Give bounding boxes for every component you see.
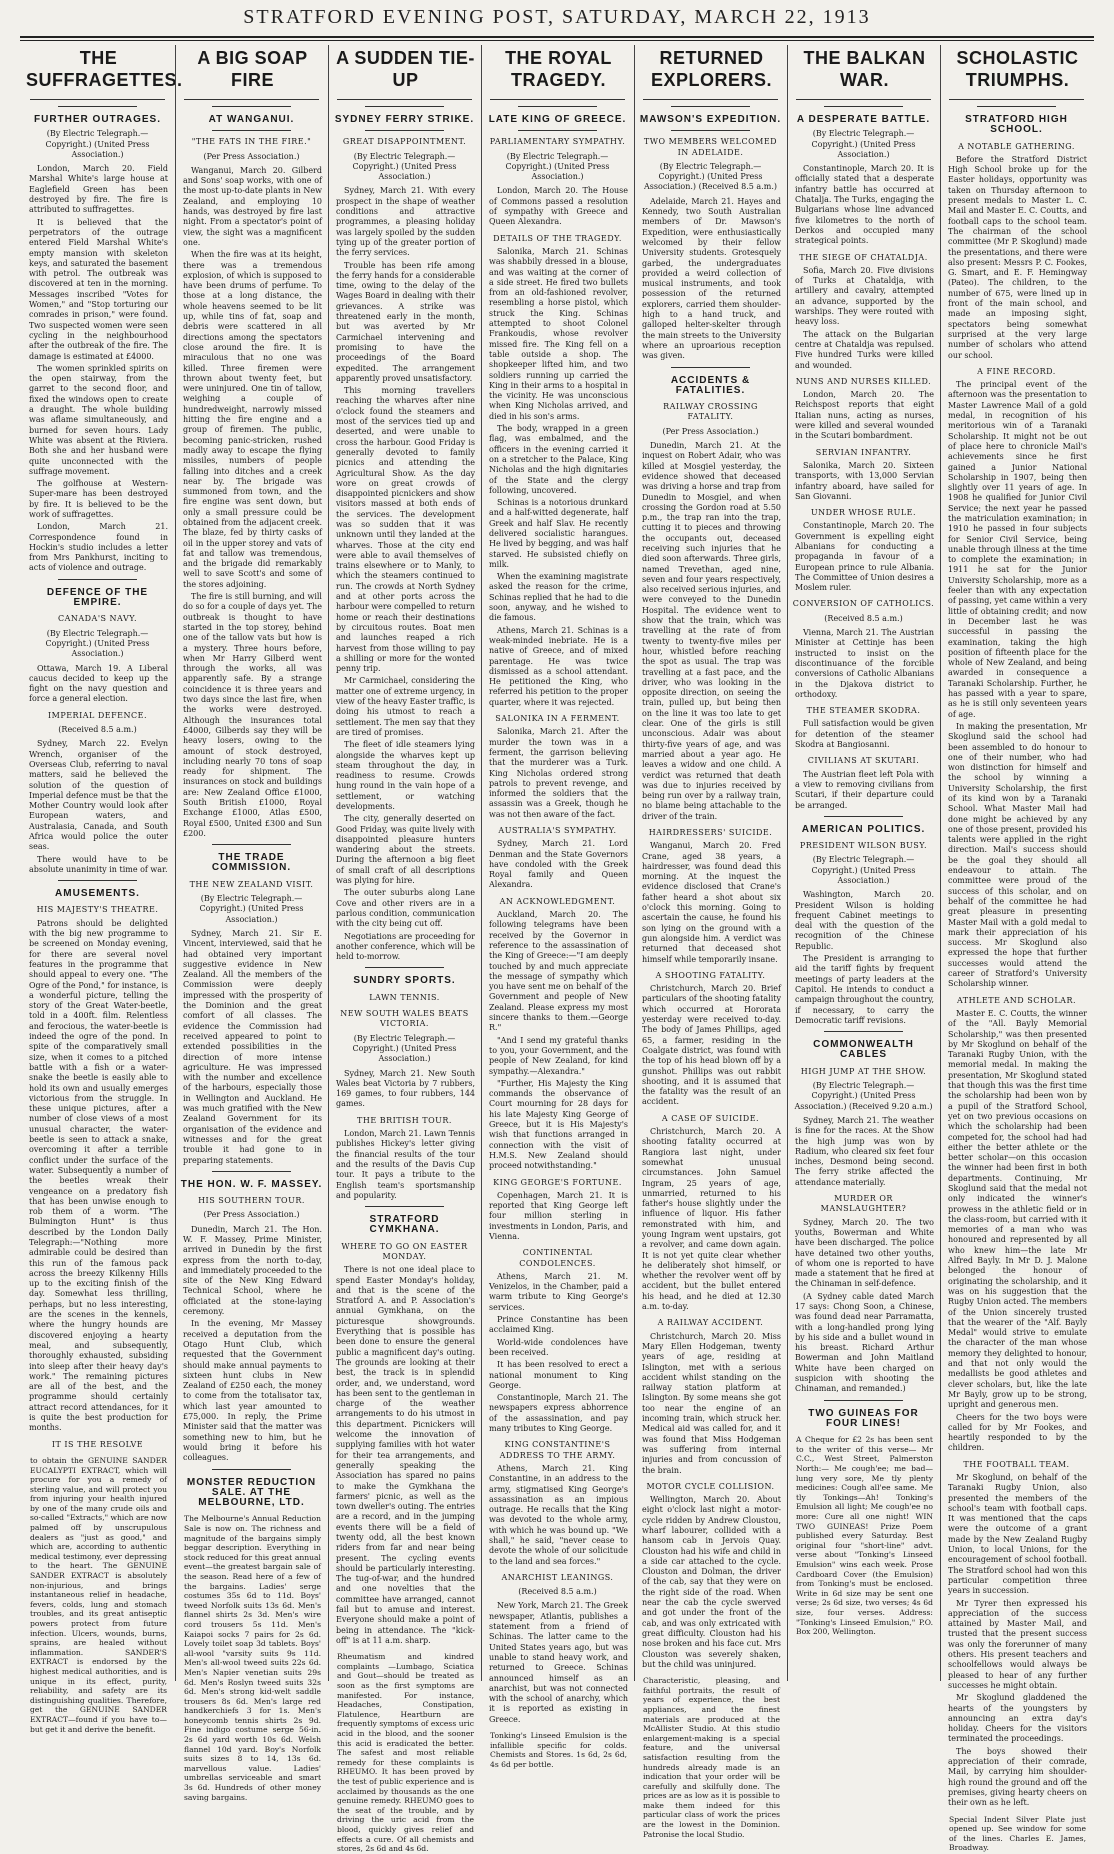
subheading: THE NEW ZEALAND VISIT.: [189, 879, 314, 889]
article-paragraph: Sydney, March 21. The weather is fine for the races. At the Show the high jump was won by Radium, who cleared six feet four inches, Desmond being second. The ferry strike affected the attendance materially.: [795, 1115, 934, 1187]
article-paragraph: In making the presentation, Mr Skoglund said the school had been assembled to do honour to one of their number, who had won distinction for himself and the school by winning a University Scholarship, the first of its kind won by a Taranaki School. What Master Mail had done might be achieved by any one of those present, provided his talents were applied in the right direction. Mail's success should be the goal they should all endeavour to attain. The committee were proud of the success of this scholar, and on behalf of the committee he had great pleasure in presenting Master Mail with a gold medal to mark their appreciation of his success. Mr Skoglund also expressed the hope that further successes would attend the career of Stratford's University Scholarship winner.: [948, 721, 1087, 989]
column-5: [634, 45, 786, 1839]
section-rule: [365, 106, 444, 107]
section-rule: [58, 106, 137, 107]
section-heading: AMERICAN POLITICS.: [801, 823, 926, 835]
subheading: NUNS AND NURSES KILLED.: [795, 376, 932, 386]
column-1: [22, 45, 183, 1734]
article-paragraph: Athens, March 21. Schinas is a weak-minded inebriate. He is a native of Greece, and of mixed parentage. He was twice dismissed as a school attendant. He petitioned the King, who referred his petition to the proper quarter, where it was rejected.: [489, 625, 628, 707]
article-paragraph: World-wide condolences have been received.: [489, 1337, 628, 1357]
headline-rule: [949, 99, 1084, 100]
subheading: A NOTABLE GATHERING.: [958, 141, 1075, 151]
section-rule: [58, 579, 137, 580]
subheading: "THE FATS IN THE FIRE.": [191, 137, 312, 147]
article-paragraph: Constantinople, March 21. The newspapers express abhorrence of the assassination, and pay many tributes to King George.: [489, 1393, 628, 1434]
section-rule: [365, 1206, 444, 1207]
section-rule: [212, 1171, 291, 1172]
subheading: HAIRDRESSERS' SUICIDE.: [648, 828, 773, 837]
subheading: MURDER OR MANSLAUGHTER?: [820, 1194, 907, 1214]
subheading: KING CONSTANTINE'S ADDRESS TO THE ARMY.: [499, 1440, 616, 1460]
section-rule: [212, 844, 291, 845]
subheading: RAILWAY CROSSING FATALITY.: [663, 402, 758, 422]
article-paragraph: Copenhagen, March 21. It is reported that King George left four million sterling in investments in London, Paris, and Vienna.: [489, 1190, 628, 1241]
headline-rule: [30, 99, 165, 100]
advertisement-text: Special Indent Silver Plate just opened up. See window for some of the lines. Charles E. James, Broadway.: [949, 1814, 1086, 1853]
credit-line: (Received 8.5 a.m.): [824, 613, 903, 623]
section-heading: FURTHER OUTRAGES.: [34, 114, 161, 125]
article-paragraph: There is not one ideal place to spend Easter Monday's holiday, and that is the scene of the Stratford A. and P. Association's annual Gymkhana, on the picturesque showgrounds. Everything that is possible has been done to ensure the general public a magnificent day's outing. The grounds are looking at their best, the track is in splendid order, and, we understand, word has been sent to the gentleman in charge of the weather arrangements to do his utmost in this department. Picnickers will welcome the innovation of supplying families with hot water for their tea arrangements, and generally speaking the Association has spared no pains to make the Gymkhana the farmers' picnic, as well as the town dweller's outing. The entries are a record, and in the jumping events there will be a field of twenty odd, all the best known riders from far and near being present. The cycling events should be particularly interesting. The tug-of-war, and the hundred and one novelties that the committee have arranged, cannot fail but to amuse and interest. Everyone should make a point of being in attendance. The "kick-off" is at 11 a.m. sharp.: [336, 1265, 475, 1645]
advertisement-text: Rheumatism and kindred complaints —Lumbago, Sciatica and Gout—should be treated as soon as the first symptoms are manifested. For instance, Headaches, Constipation, Flatulence, Heartburn are frequently symptoms of excess uric acid in the blood, and the sooner this acid is eradicated the better. The safest and most reliable remedy for these complaints is RHEUMO. It has been proved by the test of public experience and is acclaimed by thousands as the one genuine remedy. RHEUMO goes to the seat of the trouble, and by driving the uric acid from the blood, quickly gives relief and effects a cure. Of all chemists and stores, 2s 6d and 4s 6d.: [337, 1652, 474, 1854]
section-heading: ACCIDENTS & FATALITIES.: [670, 374, 751, 396]
section-heading: TWO GUINEAS FOR FOUR LINES!: [808, 1407, 919, 1429]
advertisement-text: Tonking's Linseed Emulsion is the infallible specific for colds. Chemists and Stores. 1s 6d, 2s 6d, 4s 6d per bottle.: [490, 1731, 627, 1769]
subheading: PRESIDENT WILSON BUSY.: [799, 841, 928, 851]
masthead-rule: [20, 36, 1094, 38]
section-rule: [365, 130, 444, 131]
section-heading: THE TRADE COMMISSION.: [211, 852, 292, 874]
article-paragraph: The attack on the Bulgarian centre at Chataldja was repulsed. Five hundred Turks were killed and wounded.: [795, 329, 934, 370]
subheading: ANARCHIST LEANINGS.: [501, 1572, 614, 1582]
article-paragraph: Mr Carmichael, considering the matter one of extreme urgency, in view of the heavy Easter traffic, is doing his utmost to reach a settlement. The men say that they are tired of promises.: [336, 676, 475, 737]
article-paragraph: Full satisfaction would be given for detention of the steamer Skodra at Bangiosanni.: [795, 719, 934, 750]
subheading: CONVERSION OF CATHOLICS.: [792, 599, 935, 609]
advertisement-text: The Melbourne's Annual Reduction Sale is now on. The richness and magnitude of the bargains simply beggar description. Everything in stock reduced for this great annual event—the greatest bargain sale of the season. Read here of a few of the bargains. Ladies' serge costumes 35s 6d to 11d. Boys' tweed Norfolk suits 13s 6d. Men's flannel shirts 2s 3d. Men's wire cord trousers 5s 11d. Men's Kaiapoi socks 7 pairs for 2s 6d. Lovely toilet soap 3d tablets. Boys' all-wool "varsity suits 9s 11d. Men's all-wool tweed suits 22s 6d. Men's Napier venetian suits 29s 6d. Men's Roslyn tweed suits 32s 6d. Men's strong kid-welt saddle trousers 8s 6d. Men's large red handkerchiefs 3 for 1s. Men's honeycomb tennis shirts 2s 9d. Fine indigo costume serge 56-in. 2s 6d yard worth 10s 6d. Welsh flannel 10d yard. Boy's Norfolk suits sizes 8 to 14, 13s 6d. marvellous value. Ladies' umbrellas serviceable and smart 3s 6d. Hundreds of other money saving bargains.: [184, 1514, 321, 1802]
subheading: HIS MAJESTY'S THEATRE.: [36, 905, 159, 915]
advertisement-text: A Cheque for £2 2s has been sent to the writer of this verse— Mr C.C., West Street, Palmerston North:— Me cough'ee; me bad—lung very sore, Me tly plenty medicines: Cough all'ee same. Me tly Tonkings—Ah! Tonking's Emulsion all light; Me cough'ee no more: Cure all one night! WIN TWO GUINEAS! Prize Poem published every Saturday. Best original four "short-line" advt. verse about "Tonking's Linseed Emulsion" wins each week. Prose Cardboard Cover (the Emulsion) from Tonking's must be enclosed. Write in 6d size may be sent one verse; 2s 6d size, two verses; 4s 6d size, four verses. Address: "Tonking's Linseed Emulsion," P.O. Box 200, Wellington.: [796, 1435, 933, 1637]
subheading: DETAILS OF THE TRAGEDY.: [493, 233, 622, 243]
article-paragraph: It has been resolved to erect a national monument to King George.: [489, 1360, 628, 1390]
column-6: [787, 45, 939, 1681]
section-heading: COMMONWEALTH CABLES: [813, 1039, 914, 1061]
column-headline: A SUDDEN TIE-UP: [336, 48, 475, 90]
article-paragraph: Sydney, March 21. With every prospect in the shape of weather conditions and attractive programmes, a pleasing holiday was largely spoiled by the sudden tying up of the greater portion of the ferry services.: [336, 186, 475, 258]
article-paragraph: Washington, March 20. President Wilson is holding frequent Cabinet meetings to deal with the question of the recognition of the Chinese Republic.: [795, 890, 934, 951]
credit-line: (By Electric Telegraph.—Copyright.) (United Press Association.): [505, 151, 610, 182]
article-paragraph: London, March 20. The House of Commons passed a resolution of sympathy with Greece and Queen Alexandra.: [489, 186, 628, 227]
article-paragraph: London, March 20. Field Marshal White's large house at Eaglefield Green has been destroyed by fire. The fire is attributed to suffragettes.: [29, 164, 168, 215]
article-paragraph: London, March 21. Lawn Tennis publishes Hickey's letter giving the financial results of the tour and the results of the Davis Cup tour. It pays a tribute to the English team's sportsmanship and popularity.: [336, 1129, 475, 1200]
column-7: [940, 45, 1092, 1853]
article-paragraph: Trouble has been rife among the ferry hands for a considerable time, owing to the delay of the Wages Board in dealing with their grievances. A strike was threatened early in the month, but was averted by Mr Carmichael intervening and promising to have the proceedings of the Board expedited. The arrangement apparently proved unsatisfactory.: [336, 260, 475, 383]
credit-line: (Per Press Association.): [203, 151, 300, 161]
subheading: HIGH JUMP AT THE SHOW.: [800, 1066, 927, 1076]
column-headline: THE SUFFRAGETTES.: [26, 48, 183, 90]
article-paragraph: Mr Skoglund gladdened the hearts of the youngsters by announcing an extra day's holiday. Cheers for the visitors terminated the proceedings.: [948, 1693, 1087, 1744]
subheading: ATHLETE AND SCHOLAR.: [956, 995, 1077, 1005]
article-paragraph: Sydney, March 21. Lord Denman and the State Governors have condoled with the Greek Royal family and Queen Alexandra.: [489, 839, 628, 890]
article-paragraph: Christchurch, March 20. Miss Mary Ellen Hodgeman, twenty years of age, residing at Islington, met with a serious accident whilst standing on the railway station platform at Islington. By some means she got too near the engine of an incoming train, which struck her. Medical aid was called for, and it was found that Miss Hodgeman was suffering from internal injuries and from concussion of the brain.: [642, 1331, 781, 1475]
article-paragraph: The body, wrapped in a green flag, was embalmed, and the officers in the evening carried it on a stretcher to the Palace, King Nicholas and the high dignitaries of the State and the clergy following, uncovered.: [489, 424, 628, 495]
subheading: SERVIAN INFANTRY.: [815, 447, 912, 457]
article-paragraph: The President is arranging to aid the tariff fights by frequent meetings of party leaders at the Capitol. He intends to conduct a campaign throughout the country, if necessary, to carry the Democratic tariff revisions.: [795, 954, 934, 1025]
credit-line: (By Electric Telegraph.—Copyright.) (United Press Association.) (Received 8.5 a.m.): [644, 161, 777, 192]
article-paragraph: Sydney, March 21. New South Wales beat Victoria by 7 rubbers, 169 games, to four rubbers, 144 games.: [336, 1068, 475, 1109]
section-rule: [824, 1400, 903, 1401]
section-rule: [824, 106, 903, 107]
column-2: [175, 45, 327, 1802]
article-paragraph: "And I send my grateful thanks to you, your Government, and the people of New Zealand, for kind sympathy.—Alexandra.": [489, 1035, 628, 1076]
article-paragraph: London, March 20. The Reichspost reports that eight Italian nuns, acting as nurses, were killed and several wounded in the Scutari bombardment.: [795, 390, 934, 441]
credit-line: (By Electric Telegraph.—Copyright.) (United Press Association.): [199, 894, 304, 924]
subheading: WHERE TO GO ON EASTER MONDAY.: [341, 1241, 468, 1261]
article-paragraph: The Austrian fleet left Pola with a view to removing civilians from Scutari, if their departure could be arranged.: [795, 769, 934, 810]
section-heading: SUNDRY SPORTS.: [353, 975, 456, 987]
article-paragraph: Athens, March 21. M. Venizelos, in the Chamber, paid a warm tribute to King George's services.: [489, 1271, 628, 1312]
article-paragraph: Salonika, March 21. After the murder the town was in a ferment, the garrison believing that the murderer was a Turk. King Nicholas ordered strong patrols to prevent revenge, and informed the soldiers that the assassin was a Greek, though he was not then aware of the fact.: [489, 727, 628, 819]
subheading: THE BRITISH TOUR.: [357, 1115, 452, 1125]
article-paragraph: Salonika, March 21. Schinas was shabbily dressed in a blouse, and was waiting at the corner of a side street. He fired two bullets from an old-fashioned revolver, resembling a horse pistol, which struck the King. Schinas attempted to shoot Colonel Frankoudis, whose revolver missed fire. The King fell on a table outside a shop. The shopkeeper lifted him, and two soldiers running up carried the King in their arms to a hospital in the vicinity. He was unconscious when King Nicholas arrived, and died in his son's arms.: [489, 246, 628, 421]
subheading: AN ACKNOWLEDGMENT.: [499, 896, 616, 906]
column-headline: RETURNED EXPLORERS.: [650, 48, 773, 90]
article-paragraph: Sofia, March 20. Five divisions of Turks at Chataldja, with artillery and cavalry, attempted an advance, supported by the warships. They were routed with heavy loss.: [795, 265, 934, 327]
column-headline: A BIG SOAP FIRE: [197, 48, 308, 90]
credit-line: (Received 8.5 a.m.): [518, 1587, 597, 1597]
article-paragraph: The fleet of idle steamers lying alongside the wharves kept up steam throughout the day, in readiness to resume. Crowds hung round in the vain hope of a settlement, or watching developments.: [336, 740, 475, 811]
subheading: CANADA'S NAVY.: [57, 614, 138, 624]
section-heading: MONSTER REDUCTION SALE. AT THE MELBOURNE, LTD.: [186, 1476, 317, 1509]
subheading: A RAILWAY ACCIDENT.: [657, 1318, 764, 1328]
article-paragraph: The boys showed their appreciation of their comrade, Mail, by carrying him shoulder-high round the ground and off the premises, giving hearty cheers on their own as he left.: [948, 1746, 1087, 1808]
column-4: [481, 45, 633, 1769]
section-heading: STRATFORD CYMKHANA.: [369, 1214, 440, 1236]
section-heading: AT WANGANUI.: [208, 114, 295, 125]
subheading: GREAT DISAPPOINTMENT.: [342, 137, 467, 147]
article-paragraph: Sydney, March 22. Evelyn Wrench, organiser of the Overseas Club, referring to naval matters, said he believed the solution of the question of Imperial defence must be that the Mother Country would look after European waters, and Australasia, Canada, and South Africa would police the outer seas.: [29, 739, 168, 852]
article-paragraph: Wanganui, March 20. Fred Crane, aged 38 years, a hairdresser, was found dead this morning. At the inquest the evidence disclosed that Crane's father heard a shot about six o'clock this morning. Going to ascertain the cause, he found his son lying on the ground with a gun alongside him. A verdict was returned that deceased shot himself while temporarily insane.: [642, 841, 781, 964]
credit-line: (By Electric Telegraph.—Copyright.) (United Press Association.): [45, 628, 150, 659]
subheading: THE SIEGE OF CHATALDJA.: [799, 252, 928, 262]
headline-rule: [796, 99, 931, 100]
article-paragraph: The city, generally deserted on Good Friday, was quite lively with disappointed pleasure hunters wandering about the streets. During the afternoon a big fleet of small craft of all descriptions was plying for hire.: [336, 814, 475, 886]
article-paragraph: When the examining magistrate asked the reason for the crime, Schinas replied that he had to die soon, anyway, and he wished to die famous.: [489, 572, 628, 623]
section-rule: [824, 816, 903, 817]
article-paragraph: Dunedin, March 21. At the inquest on Robert Adair, who was killed at Mosgiel yesterday, the evidence showed that deceased was driving a horse and trap from Dunedin to Mosgiel, and when crossing the Gordon road at 5.50 p.m., the trap ran into the trap, cutting it to pieces and throwing the occupants out, deceased receiving such injuries that he died soon afterwards. Three girls, named Trevethan, aged nine, seven and four years respectively, also received serious injuries, and were conveyed to the Dunedin Hospital. The evidence went to show that the train, which was travelling at the rate of from twenty to twenty-five miles per hour, whistled before reaching the spot as usual. The trap was travelling at a fast pace, and the driver, who was looking in the opposite direction, on seeing the train, pulled up, but being then on the line it was too late to get clear. One of the girls is still unconscious. Adair was about thirty-five years of age, and was married about a year ago. He leaves a widow and one child. A verdict was returned that death was due to injuries received by being run over by a railway train, no blame being attachable to the driver of the train.: [642, 441, 781, 821]
columns-container: [22, 45, 1094, 1854]
section-heading: THE HON. W. F. MASSEY.: [180, 1178, 323, 1190]
credit-line: (Received 8.5 a.m.): [58, 725, 137, 735]
article-paragraph: Constantinople, March 20. The Government is expelling eight Albanians for conducting a propaganda in favour of a European prince to rule Albania. The Committee of Union desires a Moslem ruler.: [795, 521, 934, 593]
section-heading: A DESPERATE BATTLE.: [796, 114, 931, 125]
article-paragraph: The principal event of the afternoon was the presentation to Master Lawrence Mail of a gold medal, in recognition of his meritorious win of a Taranaki Scholarship. It might not be out of place here to chronicle Mail's achievements since he first gained a Junior National Scholarship in 1907, being then slightly over 11 years of age. In 1908 he qualified for Junior Civil Service; the next year he passed the matriculation examination; in 1910 he passed in four subjects for Senior Civil Service, being unable through illness at the time to complete the examination; in 1911 he sat for the Junior University Scholarship, more as a feeler than with any expectation of passing, yet came within a very little of obtaining credit; and now in December last he was successful in passing the examination, taking the high position of fifteenth place for the whole of New Zealand, and being awarded in consequence a Taranaki Scholarship. Further, he has passed with a year to spare, as he is still only seventeen years of age.: [948, 380, 1087, 719]
article-paragraph: Prince Constantine has been acclaimed King.: [489, 1315, 628, 1335]
advertisement-text: Characteristic, pleasing, and faithful portraits, the result of years of experience, the best appliances, and the finest materials are produced at the McAllister Studio. At this studio enlargement-making is a special feature, and the universal satisfaction resulting from the hundreds already made is an indication that your order will be carefully and skilfully done. The prices are as low as it is possible to make them indeed for this particular class of work the prices are the lowest in the Dominion. Patronise the local Studio.: [643, 1676, 780, 1839]
subheading: HIS SOUTHERN TOUR.: [198, 1196, 305, 1206]
subheading: IT IS THE RESOLVE: [51, 1439, 144, 1449]
article-paragraph: Patrons should be delighted with the big new programme to be screened on Monday evening, for there are several novel features in the programme that should appeal to every one. "The Ogre of the Pond," for instance, is a wonderful picture, telling the story of the Great Water-beetle, told in a 400ft. film. Relentless and ferocious, the water-beetle is indeed the ogre of the pond. In spite of the comparatively small size, when it comes to a pitched battle with a fish or a water-snake the beetle is easily able to hold its own and usually emerges victorious from the struggle. In these unique pictures, after a number of close views of a most unusual character, the water-beetle is seen to attack a snake, overcoming it after a terrible conflict under the surface of the water. Subsequently a number of the beetles wreak their vengeance on a predatory fish that has been unwise enough to rob them of a worm. "The Bulmington Hunt" is thus described by the London Daily Telegraph:—"Nothing more admirable could be desired than this run of the famous pack across the breezy Kilkenny Hills up to the exciting finish of the day. Somewhat less thrilling, perhaps, but no less interesting, are the scenes in the kennels, where the hungry hounds are discovered enjoying a hearty meal, and subsequently, thoroughly exhausted, subsiding into sleep after their heavy day's work." The remaining pictures are all of the best, and the programme should certainly attract record attendances, for it is quite the best production for months.: [29, 918, 168, 1433]
subheading: IMPERIAL DEFENCE.: [47, 710, 148, 720]
masthead: STRATFORD EVENING POST, SATURDAY, MARCH 22, 1913: [243, 6, 871, 28]
article-paragraph: The fire is still burning, and will do so for a couple of days yet. The outbreak is thought to have started in the top storey, behind one of the tallow vats but how is a mystery. Three hours before, when Mr Harry Gilberd went through the works, all was apparently safe. By a strange coincidence it is three years and two days since the last fire, when the works were destroyed. Although the insurances total £4000, Gilberds say they will be heavy losers, owing to the amount of stock destroyed, including nearly 70 tons of soap ready for shipment. The insurances on stock and buildings are: New Zealand Office £1000, South British £1000, Royal Exchange £1000, Atlas £500, Royal £500, United £300 and Sun £200.: [183, 592, 322, 838]
credit-line: (By Electric Telegraph.—Copyright.) (United Press Association.): [45, 129, 150, 159]
article-paragraph: This morning travellers reaching the wharves after nine o'clock found the steamers and most of the services tied up and deserted, and were unable to cross the harbour. Good Friday is generally devoted to family picnics and attending the Agricultural Show. As the day wore on great crowds of disappointed picnickers and show visitors massed at both ends of the services. The development was so sudden that it was unknown until they landed at the wharves. Those at the city end were able to avail themselves of trains elsewhere or to Manly, to which the steamers continued to run. The crowds at North Sydney and at other ports across the harbour were compelled to return home or reach their destinations by circuitous routes. Boat men and launches reaped a rich harvest from those willing to pay a shilling or more for the wonted penny trip.: [336, 386, 475, 674]
article-paragraph: Auckland, March 20. The following telegrams have been received by the Governor in reference to the assassination of the King of Greece:—"I am deeply touched by and much appreciate the message of sympathy which you have sent me on behalf of the Government and people of New Zealand. Please express my most sincere thanks to them.—George R.": [489, 910, 628, 1033]
headline-rule: [490, 99, 625, 100]
credit-line: (By Electric Telegraph.—Copyright.) (United Press Association.): [352, 151, 457, 182]
article-paragraph: Athens, March 21. King Constantine, in an address to the army, stigmatised King George's assassination as an impious outrage. He recalls that the King was devoted to the whole army, with which he was bound up. "We shall," he said, "never cease to devote the whole of our solicitude to the land and sea forces.": [489, 1463, 628, 1566]
section-rule: [212, 130, 291, 131]
article-paragraph: London, March 21. Correspondence found in Hockin's studio includes a letter from Mrs Pankhurst, inciting to acts of violence and outrage.: [29, 522, 168, 573]
subheading: THE STEAMER SKODRA.: [806, 706, 921, 716]
article-paragraph: Mr Skoglund, on behalf of the Taranaki Rugby Union, also presented the members of the school's team with football caps. It was mentioned that the caps were the outcome of a grant made by the New Zealand Rugby Union, to local Unions, for the encouragement of school football. The Stratford school had won this particular competition three years in succession.: [948, 1473, 1087, 1596]
article-paragraph: There would have to be absolute unanimity in time of war.: [29, 854, 168, 874]
article-paragraph: Adelaide, March 21. Hayes and Kennedy, two South Australian members of Dr. Mawson's Expedition, were enthusiastically welcomed by their fellow University students. Grotesquely garbed, the undergraduates provided a weird collection of musical instruments, and took possession of the returned explorers, carried them shoulder-high to a hand truck, and galloped helter-skelter through the main streets to the University where an uproarious reception was given.: [642, 196, 781, 361]
article-paragraph: Master E. C. Coutts, the winner of the "All. Bayly Memorial Scholarship," was then presented by Mr Skoglund on behalf of the Taranaki Rugby Union, with the memorial medal. In making the presentation, Mr Skoglund stated that though this was the first time the scholarship had been won by a pupil of the Stratford School, yet on two previous occasions on which the scholarship had been competed for, the school had had either the better athlete or the better scholar—on this occasion the winner had been first in both departments. Continuing, Mr Skoglund said that the medal not only indicated the winner's prowess in the athletic field or in the class-room, but carried with it memories of a man who was honoured and represented by all who knew him—the late Mr Alfred Bayly. In Mr D. J. Malone belonged the honour of originating the scholarship, and it was on his suggestion that the Rugby Union acted. The members of the Union sincerely trusted that the wearer of the "Alf. Bayly Medal" would strive to emulate the character of the man whose memory they delighted to honour, and that not only would the medallists be good athletes and clever scholars, but, like the late Mr Bayly, grow up to be strong, upright and generous men.: [948, 1008, 1087, 1410]
section-heading: MAWSON'S EXPEDITION.: [639, 114, 782, 125]
article-paragraph: Constantinople, March 20. It is officially stated that a desperate infantry battle has occurred at Chatalja. The Turks, engaging the Bulgarians whose line advanced five kilometres to the north of Derkos and occupied many strategical points.: [795, 164, 934, 246]
article-paragraph: Schinas is a notorious drunkard and a half-witted degenerate, half Greek and half Slav. He recently delivered socialistic harangues. He lived by begging, and was half starved. He subsisted chiefly on milk.: [489, 498, 628, 569]
section-rule: [212, 106, 291, 107]
column-3: [328, 45, 480, 1854]
article-paragraph: Cheers for the two boys were called for by Mr Fookes, and heartily responded to by the children.: [948, 1412, 1087, 1453]
section-rule: [212, 1469, 291, 1470]
section-rule: [671, 106, 750, 107]
credit-line: (Per Press Association.): [662, 426, 759, 436]
column-headline: SCHOLASTIC TRIUMPHS.: [956, 48, 1079, 90]
section-rule: [671, 130, 750, 131]
section-heading: DEFENCE OF THE EMPIRE.: [46, 586, 149, 609]
advertisement-text: to obtain the GENUINE SANDER EUCALYPTI EXTRACT, which will procure for you a remedy of sterling value, and will protect you from injuring your health injured by one of the many crude oils and so-called "Extracts," which are now palmed off by unscrupulous dealers as "just as good," and which are, according to authentic medical testimony, ever depressing to the heart. The GENUINE SANDER EXTRACT is absolutely non-injurious, and brings instantaneous relief in headache, fevers, colds, lung and stomach troubles, and its great antiseptic powers protect from future infection. Ulcers, wounds, burns, sprains, are healed without inflammation. SANDER'S EXTRACT is endorsed by the highest medical authorities, and is unique in its effect, purity, reliability, and safety are its distinguishing qualities. Therefore, get the GENUINE SANDER EXTRACT—found if you have to—but get it and derive the benefit.: [30, 1455, 167, 1734]
credit-line: (By Electric Telegraph.—Copyright.) (United Press Association.): [352, 1033, 457, 1064]
article-paragraph: It is believed that the perpetrators of the outrage entered Field Marshal White's empty mansion with skeleton keys, and saturated the basement with petrol. The outbreak was discovered at ten in the morning. Messages inscribed "Votes for Women," and "Stop torturing our comrades in prison," were found. Two suspected women were seen cycling in the neighbourhood after the outbreak of the fire. The damage is estimated at £4000.: [29, 217, 168, 361]
subheading: SALONIKA IN A FERMENT.: [495, 714, 620, 724]
subheading: THE FOOTBALL TEAM.: [963, 1459, 1070, 1469]
section-rule: [518, 106, 597, 107]
article-paragraph: "Further, His Majesty the King commands the observance of Court mourning for 28 days for his late Majesty King George of Greece, but it is His Majesty's wish that functions arranged in connection with the visit of H.M.S. New Zealand should proceed notwithstanding.": [489, 1078, 628, 1171]
article-paragraph: The outer suburbs along Lane Cove and other rivers are in a parlous condition, communication with the city being cut off.: [336, 888, 475, 929]
article-paragraph: Ottawa, March 19. A Liberal caucus decided to keep up the fight on the navy question and force a general election.: [29, 663, 168, 704]
section-heading: STRATFORD HIGH SCHOOL.: [965, 114, 1068, 136]
subheading: MOTOR CYCLE COLLISION.: [646, 1481, 775, 1491]
article-paragraph: Christchurch, March 20. Brief particulars of the shooting fatality which occurred at Hororata yesterday were received to-day. The body of James Phillips, aged 65, a farmer, residing in the Coalgate district, was found with the top of his head blown off by a gunshot. Phillips was out rabbit shooting, and it is assumed that the fatality was the result of an accident.: [642, 984, 781, 1107]
subheading: A CASE OF SUICIDE.: [661, 1113, 760, 1123]
article-paragraph: Dunedin, March 21. The Hon. W. F. Massey, Prime Minister, arrived in Dunedin by the first express from the north to-day, and immediately proceeded to the site of the New King Edward Technical School, where he officiated at the stone-laying ceremony.: [183, 1224, 322, 1317]
column-headline: THE ROYAL TRAGEDY.: [505, 48, 612, 90]
subheading: A FINE RECORD.: [977, 366, 1056, 376]
subheading: KING GEORGE'S FORTUNE.: [493, 1177, 622, 1187]
section-rule: [977, 106, 1056, 107]
credit-line: (Per Press Association.): [203, 1210, 300, 1220]
article-paragraph: (A Sydney cable dated March 17 says: Chong Soon, a Chinese, was found dead near Parramatta, with a long-handled prong lying by his side and a bullet wound in his breast. Richard Arthur Bowerman and John Maitland White have been charged on suspicion with shooting the Chinaman, and remanded.): [795, 1291, 934, 1394]
headline-rule: [184, 99, 319, 100]
article-paragraph: Sydney, March 21. Sir E. Vincent, interviewed, said that he had obtained very important suggestive evidence in New Zealand. All the members of the Commission were deeply impressed with the prosperity of the Dominion and the great comfort of all classes. The evidence the Commission had received appeared to point to extended possibilities in the direction of more intense agriculture. He was impressed with the number and excellence of the harbours, especially those in Wellington and Auckland. He was much gratified with the New Zealand Government for its organisation of the evidence and witnesses and for the great trouble it had gone to in preparing statements.: [183, 928, 322, 1165]
section-rule: [824, 1031, 903, 1032]
subheading: CONTINENTAL CONDOLENCES.: [519, 1248, 596, 1268]
article-paragraph: Negotiations are proceeding for another conference, which will be held to-morrow.: [336, 931, 475, 962]
article-paragraph: Before the Stratford District High School broke up for the Easter holidays, opportunity was taken on Thursday afternoon to present medals to Master L. C. Mail and Master E. C. Coutts, and football caps to the school team. The chairman of the school committee (Mr P. Skoglund) made the presentations, and there were also present: Messrs P. C. Fookes, G. Smart, and E. F. Hemingway (Pateo). The children, to the number of 675, were lined up in front of the main school, and made an imposing sight, spectators being somewhat surprised at the very large number of scholars who attend our school.: [948, 154, 1087, 360]
section-heading: AMUSEMENTS.: [55, 888, 140, 900]
article-paragraph: Vienna, March 21. The Austrian Minister at Cettinje has been instructed to insist on the discontinuance of the forcible conversions of Catholic Albanians in the Djakova district to orthodoxy.: [795, 628, 934, 699]
section-heading: SYDNEY FERRY STRIKE.: [334, 114, 475, 125]
section-heading: LATE KING OF GREECE.: [488, 114, 627, 125]
article-paragraph: Wanganui, March 20. Gilberd and Sons' soap works, with one of the most up-to-date plants in New Zealand, and employing 10 hands, was destroyed by fire last night. From a spectator's point of view, the sight was a magnificent one.: [183, 165, 322, 247]
article-paragraph: New York, March 21. The Greek newspaper, Atlantis, publishes a statement from a friend of Schinas. The latter came to the United States years ago, but was unable to stand heavy work, and returned to Greece. Schinas announced himself as an anarchist, but was not connected with the school of anarchy, which it is reported as existing in Greece.: [489, 1601, 628, 1724]
article-paragraph: Wellington, March 20. About eight o'clock last night a motor-cycle ridden by Andrew Cloustou, wharf labourer, collided with a hansom cab in Jervois Quay. Clouston had his wife and child in a side car attached to the cycle. Clouston and Dolman, the driver of the cab, say that they were on the right side of the road. When near the cab the cycle swerved and got under the front of the cab, and was only extricated with great difficulty. Clouston had his nose broken and his face cut. Mrs Clouston was severely shaken, but the child was uninjured.: [642, 1495, 781, 1669]
article-paragraph: Salonika, March 20. Sixteen transports, with 13,000 Servian infantry aboard, have sailed for San Giovanni.: [795, 460, 934, 501]
article-paragraph: The golfhouse at Western-Super-mare has been destroyed by fire. It is believed to be the work of suffragettes.: [29, 479, 168, 519]
article-paragraph: In the evening, Mr Massey received a deputation from the Otago Hunt Club, which requested that the Government should make annual payments to sixteen hunt clubs in New Zealand of £250 each, the money to come from the totalisator tax, which last year amounted to £75,000. In reply, the Prime Minister said that the matter was something new to him, but he would bring it before his colleagues.: [183, 1319, 322, 1463]
subheading: LAWN TENNIS.: [369, 992, 440, 1002]
subheading: PARLIAMENTARY SYMPATHY.: [489, 137, 626, 147]
subheading: UNDER WHOSE RULE.: [810, 508, 917, 518]
article-paragraph: Sydney, March 20. The two youths, Bowerman and White have been discharged. The police have detained two other youths, of whom one is reported to have made a statement that he fired at the Chinaman in self-defence.: [795, 1217, 934, 1289]
section-rule: [365, 967, 444, 968]
subheading: TWO MEMBERS WELCOMED IN ADELAIDE.: [643, 137, 778, 157]
credit-line: (By Electric Telegraph.—Copyright.) (United Press Association.): [811, 855, 916, 885]
subheading: A SHOOTING FATALITY.: [655, 970, 766, 980]
article-paragraph: Christchurch, March 20. A shooting fatality occurred at Rangiora last night, under somewhat unusual circumstances. John Samuel Ingram, 25 years of age, unmarried, returned to his father's house slightly under the influence of liquor. His father remonstrated with him, and young Ingram went upstairs, got a revolver, and came down again. It is not yet quite clear whether he deliberately shot himself, or whether the revolver went off by accident, but the bullet entered his head, and he died at 12.30 a.m. to-day.: [642, 1127, 781, 1312]
section-rule: [58, 880, 137, 881]
article-paragraph: Mr Tyrer then expressed his appreciation of the success attained by Master Mail, and trusted that the present success was only the forerunner of many others. His present teachers and schoolfellows would always be pleased to hear of any further successes he might obtain.: [948, 1598, 1087, 1690]
subheading: AUSTRALIA'S SYMPATHY.: [498, 826, 617, 835]
subheading: NEW SOUTH WALES BEATS VICTORIA.: [340, 1009, 469, 1029]
masthead-rule-thin: [20, 40, 1094, 41]
credit-line: (By Electric Telegraph.—Copyright.) (United Press Association.) (Received 9.20 a.m.): [794, 1081, 933, 1111]
section-rule: [518, 130, 597, 131]
headline-rule: [337, 99, 472, 100]
headline-rule: [643, 99, 778, 100]
credit-line: (By Electric Telegraph.—Copyright.) (United Press Association.): [811, 129, 916, 159]
subheading: CIVILIANS AT SKUTARI.: [807, 756, 920, 766]
section-rule: [671, 367, 750, 368]
article-paragraph: When the fire was at its height, there was a tremendous explosion, of which is supposed to have been drums of perfume. To those at a long distance, the whole heavens seemed to be lit up, while tins of fat, soap and debris were scattered in all directions among the spectators close around the fire. It is miraculous that no one was killed. Three firemen were thrown about twenty feet, but were uninjured. One tin of tallow, weighing a couple of hundredweight, narrowly missed hitting the fire engine and a group of firemen. The public, becoming panic-stricken, rushed madly away to escape the flying missiles, numbers of people falling into ditches and a creek near by. The brigade was summoned from town, and the fire engine was sent down, but only a small pressure could be obtained from the adjacent creek. The blaze, fed by thirty casks of oil in the upper storey and vats of fat and tallow was tremendous, and the brigade did remarkably well to save Scott's and some of the stores adjoining.: [183, 250, 322, 589]
column-headline: THE BALKAN WAR.: [803, 48, 926, 90]
article-paragraph: The women sprinkled spirits on the open stairway, from the garret to the second floor, and fixed the windows open to create a draught. The whole building was aflame simultaneously, and burned for seven hours. Lady White was absent at the Riviera. Both she and her husband were quite unconnected with the suffrage movement.: [29, 363, 168, 476]
